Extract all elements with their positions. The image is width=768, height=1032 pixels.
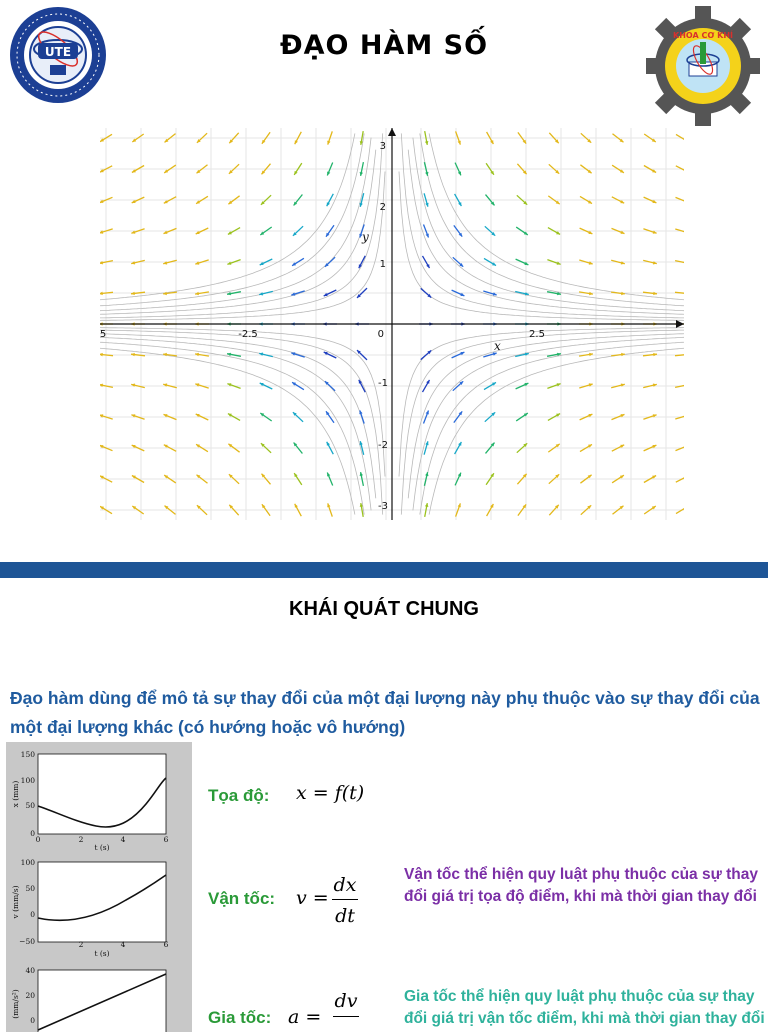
x-axis-label: x	[494, 339, 501, 353]
svg-text:2: 2	[78, 835, 84, 844]
svg-text:20: 20	[25, 991, 35, 1000]
page-title: ĐẠO HÀM SỐ	[279, 30, 489, 61]
svg-text:100: 100	[20, 858, 35, 867]
acceleration-eq-lhs: a =	[288, 1006, 322, 1028]
svg-text:100: 100	[20, 776, 35, 785]
position-label: Tọa độ:	[208, 786, 270, 805]
y-tick-label: 3	[379, 141, 386, 152]
svg-text:−50: −50	[19, 937, 35, 946]
faculty-logo	[646, 5, 760, 127]
y-tick-label: 2	[379, 202, 386, 213]
position-equation: x = f(t)	[296, 782, 365, 804]
university-logo	[8, 5, 108, 105]
velocity-label: Vận tốc:	[208, 889, 276, 908]
svg-text:0: 0	[30, 829, 35, 838]
svg-text:4: 4	[120, 835, 126, 844]
svg-text:t (s): t (s)	[94, 949, 110, 958]
acceleration-label: Gia tốc:	[208, 1008, 272, 1027]
svg-text:2: 2	[78, 940, 84, 949]
svg-text:150: 150	[20, 750, 35, 759]
svg-text:6: 6	[163, 835, 169, 844]
velocity-eq-denominator: dt	[335, 905, 355, 927]
x-tick-label: 2.5	[529, 329, 545, 340]
y-tick-label: 1	[379, 259, 386, 270]
svg-text:50: 50	[25, 884, 35, 893]
y-tick-label: -2	[378, 440, 388, 451]
svg-text:6: 6	[163, 940, 169, 949]
y-tick-label: -3	[378, 501, 388, 512]
intro-text: Đạo hàm dùng để mô tả sự thay đổi của một đại lượng này phụ thuộc vào sự thay đổi của một đại lượng khác (có hướng hoặc vô hướng)	[10, 688, 760, 737]
section-title: KHÁI QUÁT CHUNG	[289, 598, 479, 620]
svg-text:(mm/s²): (mm/s²)	[11, 989, 20, 1019]
fraction-bar	[333, 1016, 359, 1017]
svg-text:t (s): t (s)	[94, 843, 110, 852]
svg-text:0: 0	[30, 1016, 35, 1025]
direction-field-figure	[100, 128, 684, 520]
velocity-eq-numerator: dx	[333, 874, 357, 896]
velocity-description: Vận tốc thể hiện quy luật phụ thuộc của sự thay đổi giá trị tọa độ điểm, khi mà thời gian thay đổi	[404, 866, 758, 905]
y-tick-label: -1	[378, 378, 388, 389]
fraction-bar	[332, 899, 358, 900]
x-tick-label: 5	[100, 329, 107, 340]
y-tick-label: 0	[377, 329, 384, 340]
svg-text:0: 0	[35, 835, 41, 844]
svg-text:50: 50	[25, 801, 35, 810]
acceleration-eq-numerator: dv	[334, 990, 358, 1012]
acceleration-description: Gia tốc thể hiện quy luật phụ thuộc của sự thay đổi giá trị vận tốc điểm, khi mà thời gian thay đổi	[404, 988, 765, 1027]
velocity-eq-lhs: v =	[296, 887, 329, 909]
x-tick-label: -2.5	[238, 329, 258, 340]
section-divider	[0, 562, 768, 578]
svg-text:4: 4	[120, 940, 126, 949]
svg-text:v (mm/s): v (mm/s)	[11, 885, 20, 919]
svg-text:UTE: UTE	[44, 45, 72, 59]
svg-text:x (mm): x (mm)	[11, 780, 20, 808]
svg-text:40: 40	[25, 966, 35, 975]
y-axis-label: y	[362, 230, 369, 244]
svg-text:KHOA CƠ KHÍ: KHOA CƠ KHÍ	[673, 31, 733, 40]
motion-graphs	[6, 742, 192, 1032]
svg-text:0: 0	[30, 910, 35, 919]
